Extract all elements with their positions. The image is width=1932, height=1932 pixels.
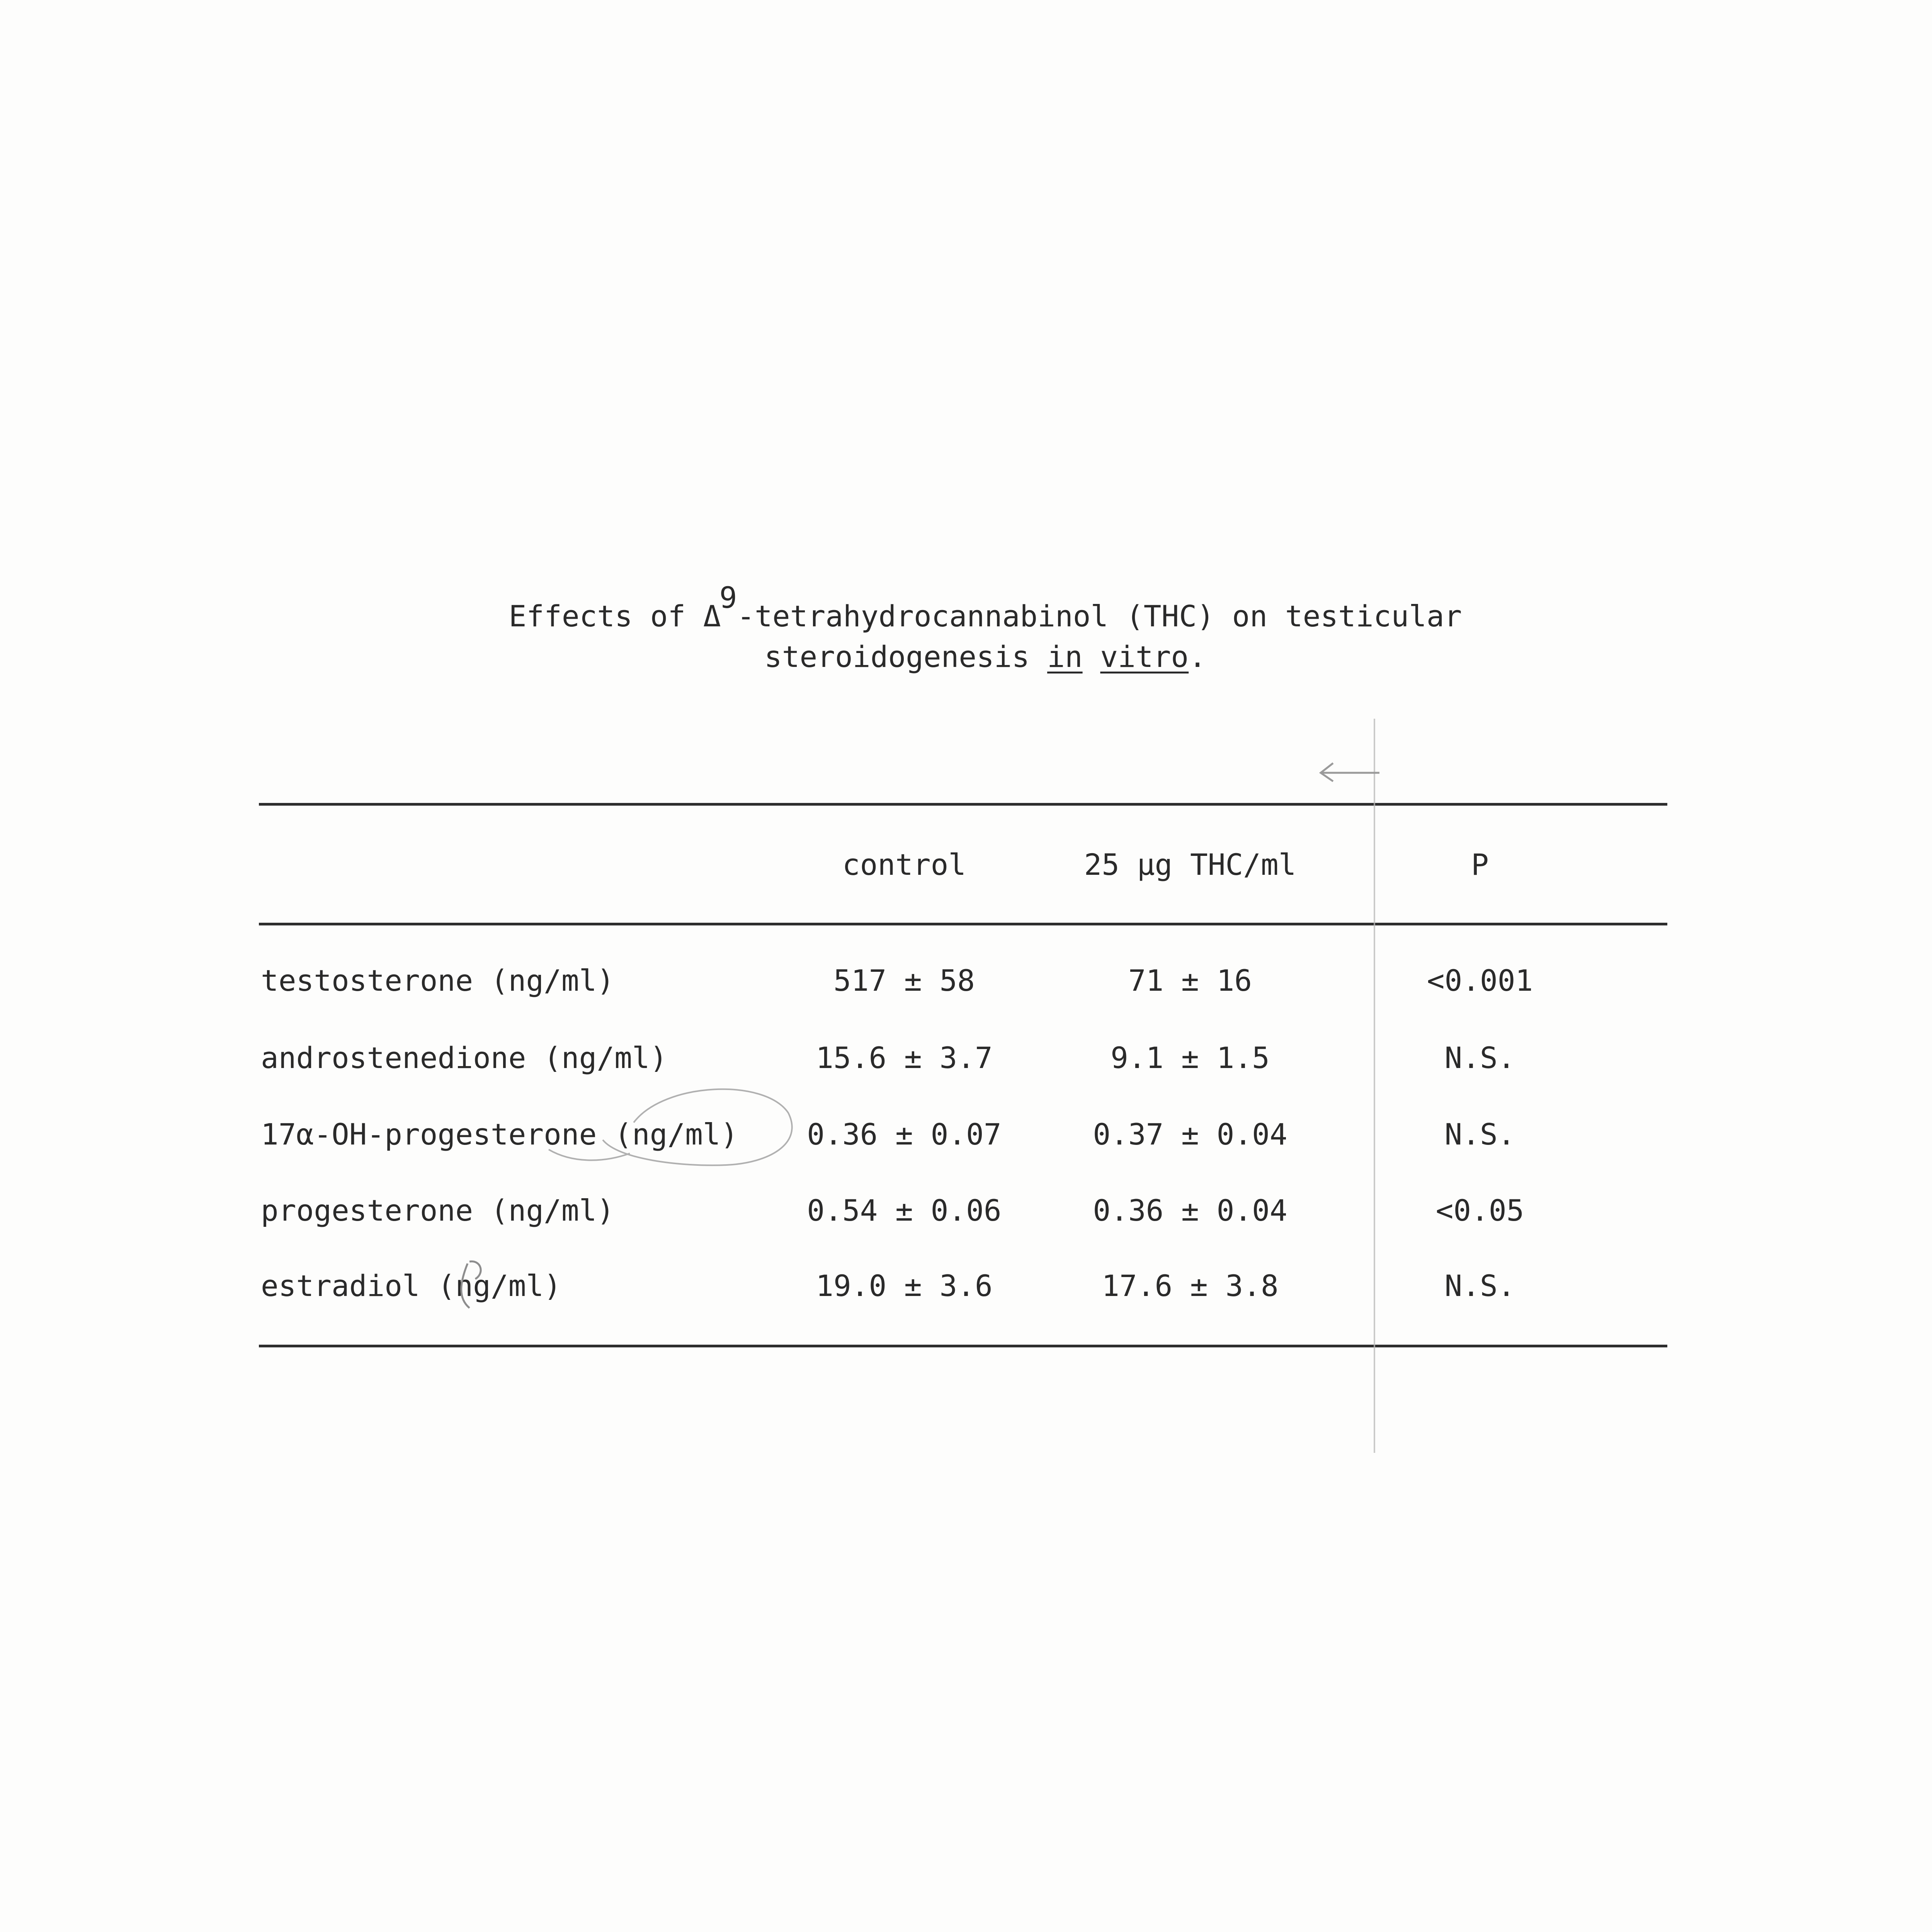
title-vitro-underlined: vitro: [1100, 639, 1189, 674]
title-in-underlined: in: [1047, 639, 1083, 674]
row-p-value: N.S.: [1444, 1117, 1515, 1151]
row-label: estradiol (ng/ml): [261, 1269, 561, 1303]
title-text-end: -tetrahydrocannabinol (THC) on testicular: [737, 599, 1462, 633]
row-control-value: 19.0 ± 3.6: [816, 1269, 993, 1303]
row-control-value: 517 ± 58: [833, 963, 975, 998]
row-control-value: 15.6 ± 3.7: [816, 1041, 993, 1075]
row-p-value: N.S.: [1444, 1041, 1515, 1075]
row-p-value: N.S.: [1444, 1269, 1515, 1303]
title-line2-start: steroidogenesis: [764, 639, 1048, 674]
title-text-start: Effects of Δ: [509, 599, 721, 633]
row-label: androstenedione (ng/ml): [261, 1041, 668, 1075]
row-label: 17α-OH-progesterone (ng/ml): [261, 1117, 738, 1151]
header-control: control: [842, 847, 966, 882]
row-p-value: <0.001: [1427, 963, 1533, 998]
row-thc-value: 17.6 ± 3.8: [1102, 1269, 1279, 1303]
title-superscript: 9: [719, 580, 737, 615]
header-p: P: [1471, 847, 1489, 882]
header-thc: 25 μg THC/ml: [1084, 847, 1296, 882]
pencil-correction-mark: [461, 1262, 481, 1308]
row-thc-value: 9.1 ± 1.5: [1111, 1041, 1270, 1075]
row-control-value: 0.54 ± 0.06: [807, 1193, 1002, 1228]
row-thc-value: 71 ± 16: [1128, 963, 1252, 998]
row-thc-value: 0.36 ± 0.04: [1093, 1193, 1287, 1228]
row-control-value: 0.36 ± 0.07: [807, 1117, 1002, 1151]
title-line2-end: .: [1189, 639, 1206, 674]
row-label: testosterone (ng/ml): [261, 963, 615, 998]
row-thc-value: 0.37 ± 0.04: [1093, 1117, 1287, 1151]
row-p-value: <0.05: [1435, 1193, 1524, 1228]
pencil-circle-mark: [603, 1089, 792, 1165]
row-label: progesterone (ng/ml): [261, 1193, 615, 1228]
